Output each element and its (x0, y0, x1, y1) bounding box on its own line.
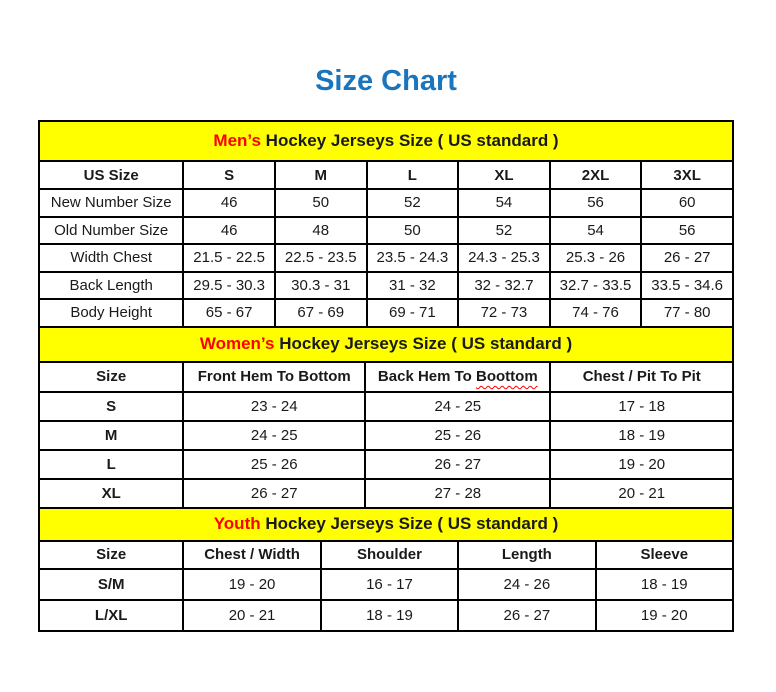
size-cell: 24 - 26 (458, 569, 595, 600)
size-cell: 46 (183, 189, 275, 217)
size-cell: 56 (641, 217, 733, 245)
size-cell: 69 - 71 (367, 299, 459, 327)
row-label: L/XL (39, 600, 183, 631)
column-header-label: Length (501, 546, 552, 563)
column-header-label: Shoulder (356, 546, 422, 563)
section-band-cell (39, 327, 733, 362)
size-cell: 31 - 32 (367, 272, 459, 300)
size-cell: 72 - 73 (458, 299, 550, 327)
size-cell: 23.5 - 24.3 (367, 244, 459, 272)
size-cell: 27 - 28 (365, 479, 550, 508)
row-label: XL (39, 479, 183, 508)
column-header (39, 541, 183, 569)
size-tables-container (38, 120, 734, 632)
column-header-label: 3XL (673, 166, 701, 184)
size-cell: 20 - 21 (550, 479, 733, 508)
size-cell: 19 - 20 (183, 569, 320, 600)
size-cell: 24.3 - 25.3 (458, 244, 550, 272)
size-cell: 77 - 80 (641, 299, 733, 327)
size-cell: 18 - 19 (596, 569, 733, 600)
size-cell: 48 (275, 217, 367, 245)
size-cell: 24 - 25 (365, 392, 550, 421)
size-cell: 54 (458, 189, 550, 217)
size-cell: 25 - 26 (183, 450, 365, 479)
column-header (183, 161, 275, 189)
table-row (39, 392, 733, 421)
size-cell: 33.5 - 34.6 (641, 272, 733, 300)
column-header (367, 161, 459, 189)
column-header-label: Back Hem To (377, 368, 477, 385)
size-cell: 25.3 - 26 (550, 244, 642, 272)
section-band (39, 508, 733, 541)
header-row (39, 362, 733, 392)
table-row (39, 479, 733, 508)
size-cell: 50 (275, 189, 367, 217)
row-label: Back Length (39, 272, 183, 300)
column-header-label: 2XL (581, 166, 610, 184)
column-header (183, 362, 365, 392)
band-highlight: Women’s (199, 334, 275, 353)
size-cell: 20 - 21 (183, 600, 320, 631)
page-title: Size Chart (315, 65, 457, 97)
size-cell: 52 (458, 217, 550, 245)
column-header-label: S (224, 166, 235, 184)
size-cell: 22.5 - 23.5 (275, 244, 367, 272)
size-cell: 18 - 19 (550, 421, 733, 450)
column-header-label: Size (96, 546, 127, 563)
size-cell: 46 (183, 217, 275, 245)
size-cell: 17 - 18 (550, 392, 733, 421)
size-cell: 26 - 27 (458, 600, 595, 631)
size-cell: 32.7 - 33.5 (550, 272, 642, 300)
column-header-label: Sleeve (640, 546, 689, 563)
size-cell: 32 - 32.7 (458, 272, 550, 300)
size-cell: 54 (550, 217, 642, 245)
band-highlight: Youth (213, 514, 261, 533)
table-row (39, 189, 733, 217)
table-row (39, 217, 733, 245)
column-header (275, 161, 367, 189)
column-header (596, 541, 733, 569)
section-band-cell (39, 121, 733, 161)
size-cell: 29.5 - 30.3 (183, 272, 275, 300)
table-row (39, 299, 733, 327)
column-header-label: Front Hem To Bottom (197, 368, 351, 385)
section-band-cell (39, 508, 733, 541)
size-cell: 19 - 20 (596, 600, 733, 631)
column-header (458, 161, 550, 189)
size-cell: 26 - 27 (641, 244, 733, 272)
row-label: M (39, 421, 183, 450)
row-label: L (39, 450, 183, 479)
row-label: S/M (39, 569, 183, 600)
column-header (321, 541, 458, 569)
header-row (39, 161, 733, 189)
size-cell: 60 (641, 189, 733, 217)
size-cell: 25 - 26 (365, 421, 550, 450)
size-cell: 16 - 17 (321, 569, 458, 600)
column-header-label: Chest / Width (204, 546, 300, 563)
size-cell: 24 - 25 (183, 421, 365, 450)
size-cell: 50 (367, 217, 459, 245)
column-header-label: Chest / Pit To Pit (582, 368, 701, 385)
row-label: S (39, 392, 183, 421)
womens-size-table (38, 326, 734, 509)
size-cell: 21.5 - 22.5 (183, 244, 275, 272)
row-label: New Number Size (39, 189, 183, 217)
column-header (550, 362, 733, 392)
table-row (39, 450, 733, 479)
column-header (39, 161, 183, 189)
size-cell: 67 - 69 (275, 299, 367, 327)
column-header (183, 541, 320, 569)
misspelled-word: Boottom (476, 368, 538, 385)
size-cell: 52 (367, 189, 459, 217)
table-row (39, 569, 733, 600)
section-band (39, 327, 733, 362)
size-cell: 23 - 24 (183, 392, 365, 421)
column-header (458, 541, 595, 569)
column-header-label: L (407, 166, 417, 184)
band-text: Hockey Jerseys Size ( US standard ) (260, 514, 559, 533)
band-text: Hockey Jerseys Size ( US standard ) (260, 131, 559, 150)
youth-size-table (38, 507, 734, 632)
table-row (39, 244, 733, 272)
column-header (641, 161, 733, 189)
column-header-label: XL (494, 166, 514, 184)
size-cell: 26 - 27 (365, 450, 550, 479)
size-cell: 56 (550, 189, 642, 217)
column-header-label: US Size (83, 166, 139, 184)
column-header (550, 161, 642, 189)
row-label: Old Number Size (39, 217, 183, 245)
table-row (39, 600, 733, 631)
size-cell: 26 - 27 (183, 479, 365, 508)
row-label: Width Chest (39, 244, 183, 272)
column-header-label: Size (96, 368, 127, 385)
band-highlight: Men’s (213, 131, 261, 150)
size-cell: 74 - 76 (550, 299, 642, 327)
table-row (39, 272, 733, 300)
size-cell: 65 - 67 (183, 299, 275, 327)
size-cell: 19 - 20 (550, 450, 733, 479)
column-header (365, 362, 550, 392)
header-row (39, 541, 733, 569)
table-row (39, 421, 733, 450)
column-header-label: M (314, 166, 327, 184)
size-cell: 18 - 19 (321, 600, 458, 631)
mens-size-table (38, 120, 734, 328)
row-label: Body Height (39, 299, 183, 327)
band-text: Hockey Jerseys Size ( US standard ) (274, 334, 573, 353)
size-cell: 30.3 - 31 (275, 272, 367, 300)
section-band (39, 121, 733, 161)
column-header (39, 362, 183, 392)
